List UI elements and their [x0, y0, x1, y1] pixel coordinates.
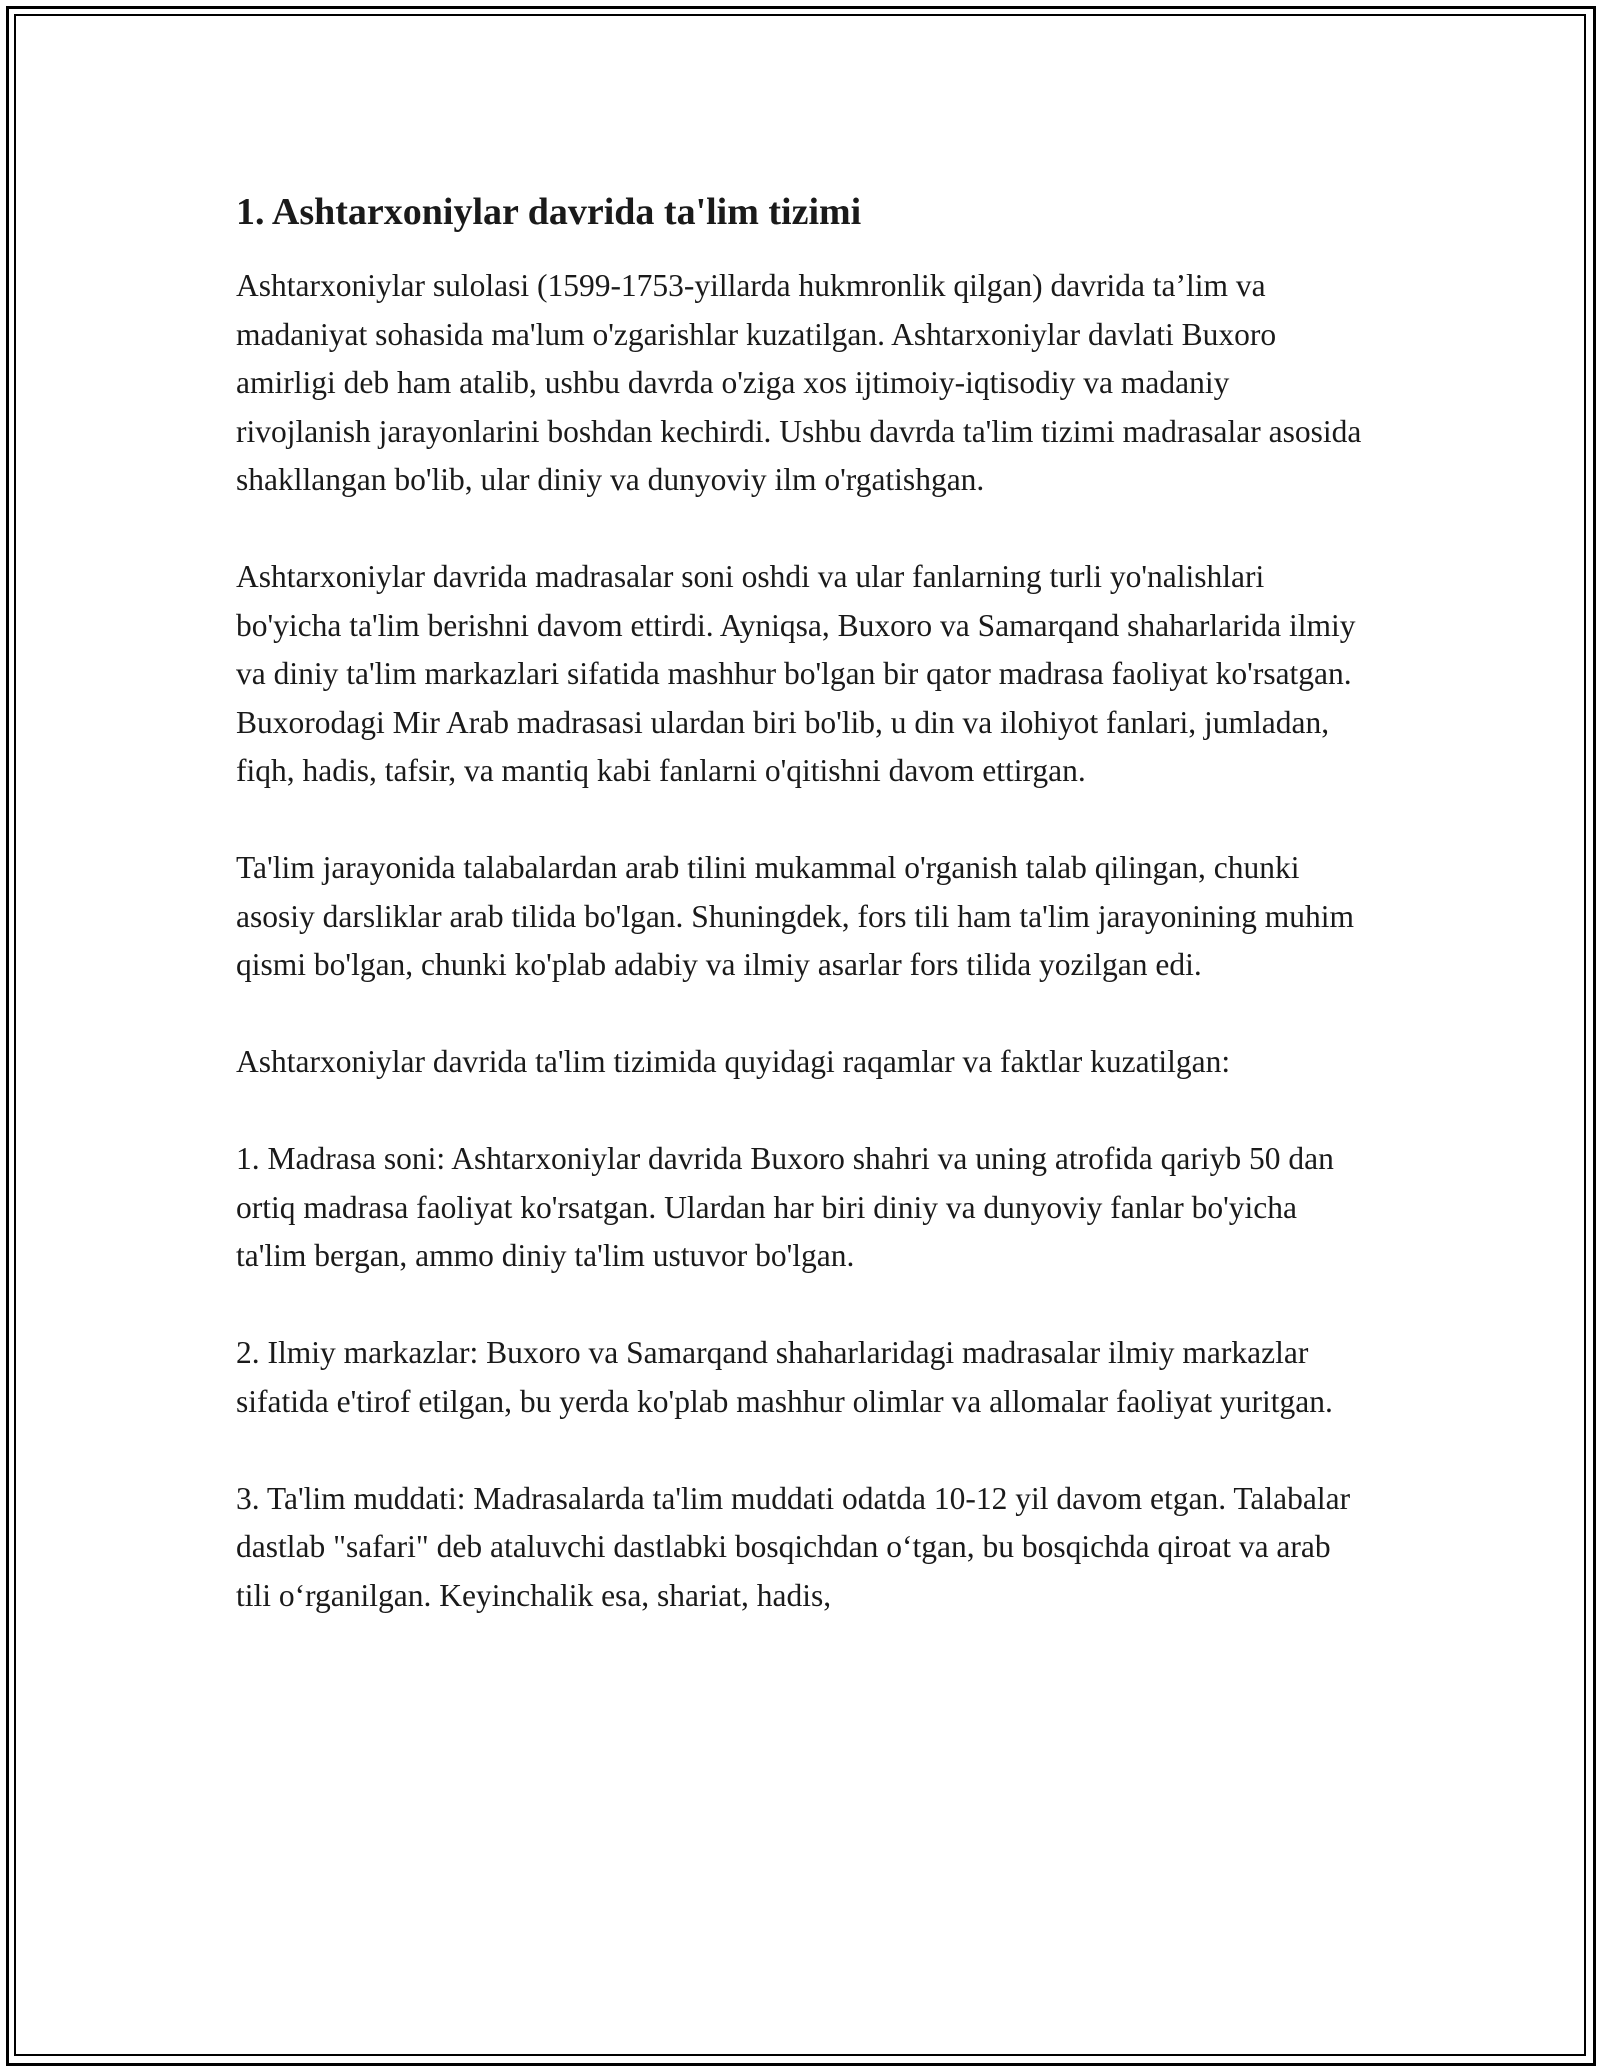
list-item-scientific-centers: 2. Ilmiy markazlar: Buxoro va Samarqand shaharlaridagi madrasalar ilmiy markazlar sifatida e'tirof etilgan, bu yerda ko'plab mashhur olimlar va allomalar faoliyat yuritgan.	[236, 1335, 1333, 1419]
paragraph-madrasas: Ashtarxoniylar davrida madrasalar soni oshdi va ular fanlarning turli yo'nalishlari bo'yicha ta'lim berishni davom ettirdi. Ayniqsa, Buxoro va Samarqand shaharlarida ilmiy va diniy ta'lim markazlari sifatida mashhur bo'lgan bir qator madrasa faoliyat ko'rsatgan. Buxorodagi Mir Arab madrasasi ulardan biri bo'lib, u din va ilohiyot fanlari, jumladan, fiqh, hadis, tafsir, va mantiq kabi fanlarni o'qitishni davom ettirgan.	[236, 559, 1356, 788]
document-title: 1. Ashtarxoniylar davrida ta'lim tizimi	[236, 191, 862, 233]
paragraph-languages: Ta'lim jarayonida talabalardan arab tilini mukammal o'rganish talab qilingan, chunki asosiy darsliklar arab tilida bo'lgan. Shuningdek, fors tili ham ta'lim jarayonining muhim qismi bo'lgan, chunki ko'plab adabiy va ilmiy asarlar fors tilida yozilgan edi.	[236, 850, 1355, 982]
paragraph-facts-intro: Ashtarxoniylar davrida ta'lim tizimida quyidagi raqamlar va faktlar kuzatilgan:	[236, 1044, 1231, 1079]
list-item-madrasa-count: 1. Madrasa soni: Ashtarxoniylar davrida Buxoro shahri va uning atrofida qariyb 50 dan ortiq madrasa faoliyat ko'rsatgan. Ulardan har biri diniy va dunyoviy fanlar bo'yicha ta'lim bergan, ammo diniy ta'lim ustuvor bo'lgan.	[236, 1141, 1334, 1273]
paragraph-intro: Ashtarxoniylar sulolasi (1599-1753-yillarda hukmronlik qilgan) davrida ta’lim va madaniyat sohasida ma'lum o'zgarishlar kuzatilgan. Ashtarxoniylar davlati Buxoro amirligi deb ham atalib, ushbu davrda o'ziga xos ijtimoiy-iqtisodiy va madaniy rivojlanish jarayonlarini boshdan kechirdi. Ushbu davrda ta'lim tizimi madrasalar asosida shakllangan bo'lib, ular diniy va dunyoviy ilm o'rgatishgan.	[236, 268, 1362, 497]
list-item-study-duration: 3. Ta'lim muddati: Madrasalarda ta'lim muddati odatda 10-12 yil davom etgan. Talabalar dastlab "safari" deb ataluvchi dastlabki bosqichdan o‘tgan, bu bosqichda qiroat va arab tili o‘rganilgan. Keyinchalik esa, shariat, hadis,	[236, 1480, 1351, 1613]
document-body	[236, 186, 1366, 1669]
